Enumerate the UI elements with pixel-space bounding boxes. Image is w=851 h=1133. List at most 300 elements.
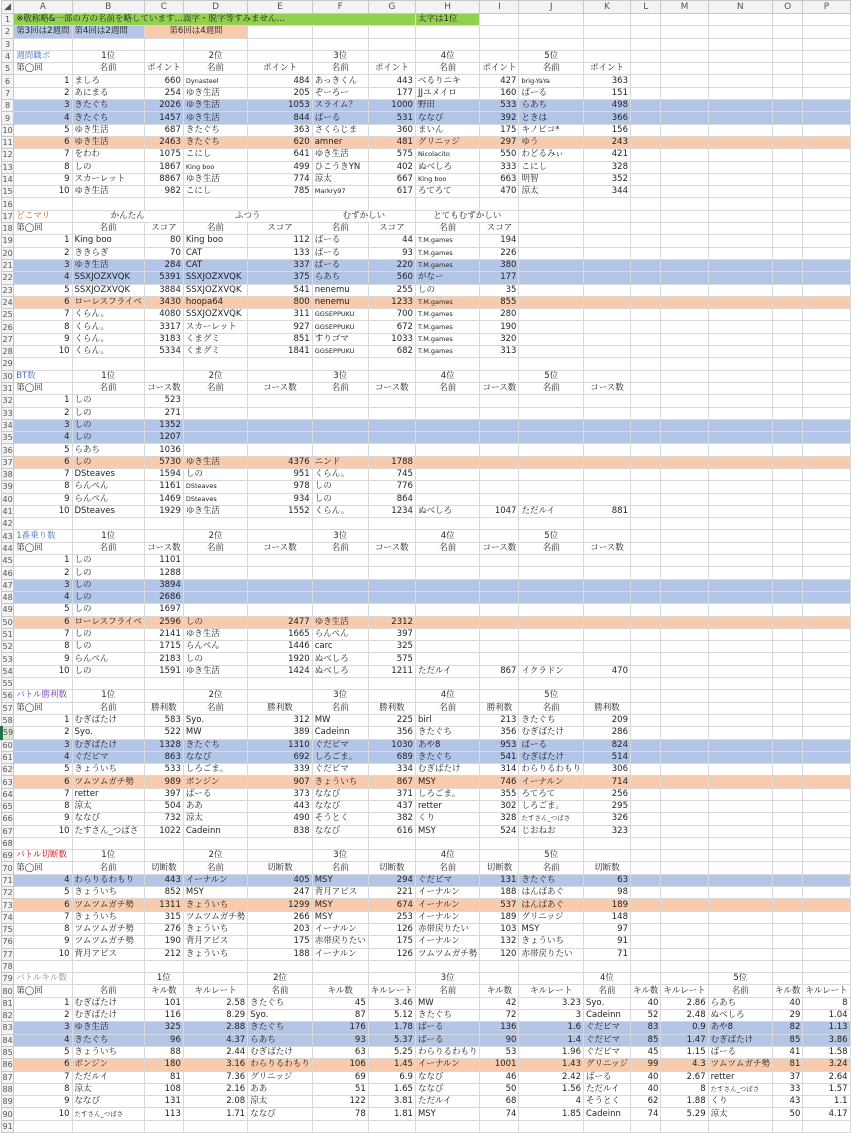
- cell[interactable]: すりゴマ: [312, 333, 368, 345]
- cell[interactable]: [803, 210, 850, 222]
- row-header[interactable]: 14: [2, 175, 13, 184]
- cell[interactable]: わらりるわもり: [248, 1059, 313, 1071]
- cell[interactable]: [803, 776, 850, 788]
- cell[interactable]: [661, 419, 708, 431]
- cell[interactable]: 第◯回: [14, 542, 72, 554]
- cell[interactable]: 284: [144, 259, 183, 271]
- cell[interactable]: [72, 837, 144, 849]
- level-normal[interactable]: ふつう: [183, 210, 312, 222]
- cell[interactable]: [708, 788, 772, 800]
- cell[interactable]: 221: [368, 887, 415, 899]
- row-header[interactable]: 31: [2, 384, 13, 394]
- row-header[interactable]: 46: [2, 568, 13, 578]
- cell[interactable]: [630, 395, 660, 407]
- cell[interactable]: 7: [14, 468, 72, 480]
- cell[interactable]: 4位: [415, 690, 480, 702]
- cell[interactable]: 280: [480, 309, 519, 321]
- cell[interactable]: 194: [480, 235, 519, 247]
- cell[interactable]: 692: [248, 751, 313, 763]
- cell[interactable]: [772, 395, 802, 407]
- cell[interactable]: [415, 604, 480, 616]
- cell[interactable]: 8.29: [183, 1010, 247, 1022]
- cell[interactable]: わらりるわもり: [415, 1046, 480, 1058]
- row-header[interactable]: 74: [2, 912, 13, 922]
- cell[interactable]: [661, 210, 708, 222]
- cell[interactable]: 617: [368, 186, 415, 198]
- cell[interactable]: 勝利数: [480, 702, 519, 714]
- cell[interactable]: 286: [583, 727, 630, 739]
- cell[interactable]: 35: [480, 284, 519, 296]
- cell[interactable]: [14, 358, 72, 370]
- row-header[interactable]: 62: [2, 765, 13, 775]
- cell[interactable]: 700: [368, 309, 415, 321]
- cell[interactable]: amner: [312, 136, 368, 148]
- cell[interactable]: [803, 641, 850, 653]
- cell[interactable]: 名前: [312, 702, 368, 714]
- cell[interactable]: 4: [519, 1096, 584, 1108]
- cell[interactable]: 334: [368, 764, 415, 776]
- cell[interactable]: [480, 456, 519, 468]
- cell[interactable]: [519, 407, 584, 419]
- cell[interactable]: 355: [480, 788, 519, 800]
- cell[interactable]: 5: [14, 887, 72, 899]
- cell[interactable]: ななび: [72, 1096, 144, 1108]
- cell[interactable]: [630, 38, 660, 50]
- cell[interactable]: [480, 432, 519, 444]
- cell[interactable]: 689: [368, 751, 415, 763]
- cell[interactable]: [772, 321, 802, 333]
- cell[interactable]: 2463: [144, 136, 183, 148]
- cell[interactable]: ななび: [183, 751, 247, 763]
- cell[interactable]: [368, 370, 415, 382]
- cell[interactable]: 533: [144, 764, 183, 776]
- cell[interactable]: 255: [368, 284, 415, 296]
- cell[interactable]: [630, 407, 660, 419]
- cell[interactable]: [519, 38, 584, 50]
- cell[interactable]: 6: [14, 296, 72, 308]
- cell[interactable]: [630, 432, 660, 444]
- cell[interactable]: コース数: [144, 542, 183, 554]
- cell[interactable]: 5.29: [661, 1108, 708, 1120]
- cell[interactable]: 323: [583, 825, 630, 837]
- cell[interactable]: [480, 579, 519, 591]
- cell[interactable]: [630, 333, 660, 345]
- cell[interactable]: しの: [312, 481, 368, 493]
- cell[interactable]: 774: [248, 173, 313, 185]
- cell[interactable]: [630, 813, 660, 825]
- cell[interactable]: 名前: [183, 702, 247, 714]
- cell[interactable]: 4.37: [183, 1034, 247, 1046]
- cell[interactable]: 第◯回: [14, 63, 72, 75]
- row-header[interactable]: 71: [2, 875, 13, 885]
- cell[interactable]: 2位: [248, 973, 313, 985]
- cell[interactable]: [708, 813, 772, 825]
- cell[interactable]: [772, 751, 802, 763]
- cell[interactable]: [144, 837, 183, 849]
- cell[interactable]: [368, 419, 415, 431]
- cell[interactable]: 1.56: [519, 1083, 584, 1095]
- cell[interactable]: [803, 468, 850, 480]
- cell[interactable]: 1: [14, 714, 72, 726]
- cell[interactable]: [630, 272, 660, 284]
- cell[interactable]: [480, 493, 519, 505]
- cell[interactable]: しの: [72, 665, 144, 677]
- row-header[interactable]: 76: [2, 937, 13, 947]
- cell[interactable]: [772, 702, 802, 714]
- cell[interactable]: ゆき生活: [183, 112, 247, 124]
- cell[interactable]: 243: [583, 136, 630, 148]
- cell[interactable]: [630, 542, 660, 554]
- cell[interactable]: [772, 149, 802, 161]
- cell[interactable]: 名前: [72, 985, 144, 997]
- cell[interactable]: [772, 764, 802, 776]
- cell[interactable]: イーナルン: [183, 874, 247, 886]
- cell[interactable]: [803, 923, 850, 935]
- cell[interactable]: [772, 911, 802, 923]
- cell[interactable]: 1457: [144, 112, 183, 124]
- cell[interactable]: 674: [368, 899, 415, 911]
- cell[interactable]: 1.81: [368, 1108, 415, 1120]
- cell[interactable]: 226: [480, 247, 519, 259]
- cell[interactable]: [312, 1120, 368, 1132]
- cell[interactable]: ぬべしろ: [312, 665, 368, 677]
- cell[interactable]: [803, 887, 850, 899]
- cell[interactable]: 2: [14, 727, 72, 739]
- cell[interactable]: [519, 456, 584, 468]
- cell[interactable]: [519, 235, 584, 247]
- cell[interactable]: 1036: [144, 444, 183, 456]
- cell[interactable]: 72: [480, 1010, 519, 1022]
- cell[interactable]: 名前: [183, 223, 247, 235]
- cell[interactable]: 8: [661, 1083, 708, 1095]
- cell[interactable]: 380: [480, 259, 519, 271]
- cell[interactable]: 4080: [144, 309, 183, 321]
- cell[interactable]: ツムツムガチ勢: [708, 1059, 772, 1071]
- cell[interactable]: [248, 1120, 313, 1132]
- cell[interactable]: [772, 801, 802, 813]
- cell[interactable]: [519, 837, 584, 849]
- cell[interactable]: 切断数: [248, 862, 313, 874]
- cell[interactable]: [144, 358, 183, 370]
- cell[interactable]: [661, 100, 708, 112]
- cell[interactable]: きたぐち: [519, 714, 584, 726]
- cell[interactable]: 2.16: [183, 1083, 247, 1095]
- cell[interactable]: [708, 38, 772, 50]
- cell[interactable]: [661, 862, 708, 874]
- cell[interactable]: [630, 259, 660, 271]
- cell[interactable]: [661, 296, 708, 308]
- cell[interactable]: [772, 616, 802, 628]
- cell[interactable]: [630, 14, 660, 26]
- row-header[interactable]: 70: [2, 863, 13, 873]
- cell[interactable]: わらりるわもり: [72, 874, 144, 886]
- row-header[interactable]: 54: [2, 666, 13, 676]
- cell[interactable]: 951: [248, 468, 313, 480]
- cell[interactable]: 2.44: [183, 1046, 247, 1058]
- cell[interactable]: 838: [248, 825, 313, 837]
- cell[interactable]: 660: [144, 75, 183, 87]
- cell[interactable]: [144, 38, 183, 50]
- cell[interactable]: ぐだピマ: [312, 764, 368, 776]
- cell[interactable]: がなー: [415, 272, 480, 284]
- cell[interactable]: キル数: [772, 985, 802, 997]
- cell[interactable]: きたぐち: [72, 100, 144, 112]
- cell[interactable]: [661, 112, 708, 124]
- cell[interactable]: 714: [583, 776, 630, 788]
- select-all-corner[interactable]: ◢: [2, 1, 14, 14]
- cell[interactable]: スコア: [480, 223, 519, 235]
- column-header-I[interactable]: I: [480, 1, 519, 14]
- cell[interactable]: nenemu: [312, 296, 368, 308]
- cell[interactable]: 524: [480, 825, 519, 837]
- cell[interactable]: 352: [583, 173, 630, 185]
- row-header[interactable]: 91: [2, 1121, 13, 1131]
- cell[interactable]: [480, 973, 519, 985]
- cell[interactable]: SSXJOZXVQK: [72, 272, 144, 284]
- cell[interactable]: 1: [14, 75, 72, 87]
- cell[interactable]: 45: [312, 997, 368, 1009]
- cell[interactable]: [583, 14, 630, 26]
- cell[interactable]: [583, 223, 630, 235]
- cell[interactable]: [803, 50, 850, 62]
- cell[interactable]: [519, 653, 584, 665]
- cell[interactable]: [803, 124, 850, 136]
- cell[interactable]: 8: [803, 997, 850, 1009]
- cell[interactable]: [708, 186, 772, 198]
- cell[interactable]: コース数: [583, 382, 630, 394]
- cell[interactable]: [630, 493, 660, 505]
- cell[interactable]: 373: [248, 788, 313, 800]
- cell[interactable]: あっきくん: [312, 75, 368, 87]
- cell[interactable]: [630, 973, 660, 985]
- cell[interactable]: [661, 223, 708, 235]
- cell[interactable]: [480, 198, 519, 210]
- cell[interactable]: 8: [14, 481, 72, 493]
- cell[interactable]: ななび: [415, 112, 480, 124]
- cell[interactable]: 397: [368, 628, 415, 640]
- cell[interactable]: [519, 641, 584, 653]
- level-hard[interactable]: むずかしい: [312, 210, 415, 222]
- cell[interactable]: 7: [14, 911, 72, 923]
- cell[interactable]: 5.37: [368, 1034, 415, 1046]
- cell[interactable]: ゆき生活: [72, 259, 144, 271]
- cell[interactable]: [772, 788, 802, 800]
- cell[interactable]: [803, 862, 850, 874]
- cell[interactable]: [803, 825, 850, 837]
- cell[interactable]: らあち: [248, 1034, 313, 1046]
- cell[interactable]: 2位: [183, 530, 247, 542]
- cell[interactable]: [312, 678, 368, 690]
- cell[interactable]: Dynasteel: [183, 75, 247, 87]
- cell[interactable]: 2.08: [183, 1096, 247, 1108]
- cell[interactable]: きょういち: [519, 936, 584, 948]
- cell[interactable]: [415, 358, 480, 370]
- cell[interactable]: [630, 296, 660, 308]
- cell[interactable]: 63: [583, 874, 630, 886]
- cell[interactable]: [14, 837, 72, 849]
- cell[interactable]: [519, 468, 584, 480]
- cell[interactable]: [248, 370, 313, 382]
- cell[interactable]: [368, 444, 415, 456]
- cell[interactable]: [708, 493, 772, 505]
- cell[interactable]: 2: [14, 87, 72, 99]
- cell[interactable]: きょういち: [72, 764, 144, 776]
- cell[interactable]: ゆき生活: [183, 173, 247, 185]
- cell[interactable]: ろてろて: [415, 186, 480, 198]
- column-header-N[interactable]: N: [708, 1, 772, 14]
- cell[interactable]: 87: [312, 1010, 368, 1022]
- cell[interactable]: 4: [14, 591, 72, 603]
- cell[interactable]: そうとく: [583, 1096, 630, 1108]
- cell[interactable]: ゆき生活: [183, 100, 247, 112]
- cell[interactable]: 175: [248, 936, 313, 948]
- cell[interactable]: [415, 456, 480, 468]
- row-header[interactable]: 39: [2, 482, 13, 492]
- cell[interactable]: 1310: [248, 739, 313, 751]
- cell[interactable]: 1位: [72, 850, 144, 862]
- cell[interactable]: 156: [583, 124, 630, 136]
- cell[interactable]: ポイント: [583, 63, 630, 75]
- cell[interactable]: [661, 936, 708, 948]
- cell[interactable]: [772, 948, 802, 960]
- cell[interactable]: [480, 555, 519, 567]
- cell[interactable]: [519, 960, 584, 972]
- cell[interactable]: [708, 100, 772, 112]
- cell[interactable]: [772, 874, 802, 886]
- cell[interactable]: 4: [14, 112, 72, 124]
- cell[interactable]: [583, 456, 630, 468]
- cell[interactable]: Nicolacito: [415, 149, 480, 161]
- bold-note[interactable]: 太字は1位: [415, 14, 480, 26]
- cell[interactable]: 1: [14, 395, 72, 407]
- cell[interactable]: [661, 825, 708, 837]
- cell[interactable]: 113: [144, 1108, 183, 1120]
- cell[interactable]: ゆき生活: [72, 186, 144, 198]
- cell[interactable]: [368, 850, 415, 862]
- cell[interactable]: 名前: [312, 63, 368, 75]
- cell[interactable]: むぎばたけ: [708, 1034, 772, 1046]
- cell[interactable]: [661, 432, 708, 444]
- row-header[interactable]: 87: [2, 1072, 13, 1082]
- cell[interactable]: [480, 370, 519, 382]
- cell[interactable]: [803, 112, 850, 124]
- cell[interactable]: ローレスフライベ: [72, 616, 144, 628]
- cell[interactable]: 名前: [183, 382, 247, 394]
- cell[interactable]: ボンジン: [72, 1059, 144, 1071]
- cell[interactable]: [630, 948, 660, 960]
- cell[interactable]: ボンジン: [183, 776, 247, 788]
- cell[interactable]: [480, 518, 519, 530]
- column-header-H[interactable]: H: [415, 1, 480, 14]
- cell[interactable]: 6: [14, 899, 72, 911]
- cell[interactable]: [661, 333, 708, 345]
- cell[interactable]: 328: [583, 161, 630, 173]
- cell[interactable]: 1.04: [803, 1010, 850, 1022]
- cell[interactable]: [480, 616, 519, 628]
- cell[interactable]: むぎばたけ: [415, 764, 480, 776]
- cell[interactable]: 5位: [519, 530, 584, 542]
- row-header[interactable]: 20: [2, 248, 13, 258]
- cell[interactable]: 1594: [144, 468, 183, 480]
- cell[interactable]: [772, 136, 802, 148]
- cell[interactable]: [661, 505, 708, 517]
- cell[interactable]: [708, 887, 772, 899]
- cell[interactable]: 312: [248, 714, 313, 726]
- cell[interactable]: [803, 555, 850, 567]
- cell[interactable]: 涼太: [72, 1083, 144, 1095]
- cell[interactable]: [708, 518, 772, 530]
- cell[interactable]: [583, 419, 630, 431]
- cell[interactable]: [368, 50, 415, 62]
- cell[interactable]: 2477: [248, 616, 313, 628]
- cell[interactable]: コース数: [368, 382, 415, 394]
- cell[interactable]: [480, 530, 519, 542]
- cell[interactable]: [630, 456, 660, 468]
- cell[interactable]: 85: [630, 1034, 660, 1046]
- row-header[interactable]: 13: [2, 162, 13, 172]
- cell[interactable]: [708, 960, 772, 972]
- row-header[interactable]: 24: [2, 297, 13, 307]
- cell[interactable]: ポイント: [480, 63, 519, 75]
- cell[interactable]: 120: [480, 948, 519, 960]
- cell[interactable]: ゆき生活: [183, 628, 247, 640]
- cell[interactable]: [583, 468, 630, 480]
- cell[interactable]: [519, 432, 584, 444]
- cell[interactable]: [630, 923, 660, 935]
- cell[interactable]: [708, 653, 772, 665]
- cell[interactable]: [803, 272, 850, 284]
- cell[interactable]: 306: [583, 764, 630, 776]
- cell[interactable]: [708, 259, 772, 271]
- cell[interactable]: [630, 936, 660, 948]
- cell[interactable]: 663: [480, 173, 519, 185]
- cell[interactable]: 363: [583, 75, 630, 87]
- cell[interactable]: [803, 764, 850, 776]
- cell[interactable]: [583, 407, 630, 419]
- cell[interactable]: [661, 813, 708, 825]
- row-header[interactable]: 17: [2, 211, 13, 221]
- cell[interactable]: [708, 161, 772, 173]
- cell[interactable]: 953: [480, 739, 519, 751]
- cell[interactable]: [630, 727, 660, 739]
- cell[interactable]: [803, 481, 850, 493]
- cell[interactable]: [312, 604, 368, 616]
- cell[interactable]: [772, 690, 802, 702]
- cell[interactable]: ぐだピマ: [415, 874, 480, 886]
- row-header[interactable]: 22: [2, 273, 13, 283]
- cell[interactable]: [772, 358, 802, 370]
- cell[interactable]: 野田: [415, 100, 480, 112]
- cell[interactable]: 1.88: [661, 1096, 708, 1108]
- cell[interactable]: 514: [583, 751, 630, 763]
- cell[interactable]: 10: [14, 186, 72, 198]
- cell[interactable]: 1591: [144, 665, 183, 677]
- cell[interactable]: [708, 567, 772, 579]
- cell[interactable]: [708, 309, 772, 321]
- cell[interactable]: ローレスフライベ: [72, 296, 144, 308]
- cell[interactable]: [312, 567, 368, 579]
- cell[interactable]: [803, 751, 850, 763]
- cell[interactable]: [519, 628, 584, 640]
- cell[interactable]: 4位: [415, 530, 480, 542]
- cell[interactable]: [248, 26, 313, 38]
- row-header[interactable]: 26: [2, 322, 13, 332]
- cell[interactable]: 382: [368, 813, 415, 825]
- cell[interactable]: T.M.games: [415, 321, 480, 333]
- cell[interactable]: 2位: [183, 850, 247, 862]
- cell[interactable]: [630, 26, 660, 38]
- cell[interactable]: [368, 38, 415, 50]
